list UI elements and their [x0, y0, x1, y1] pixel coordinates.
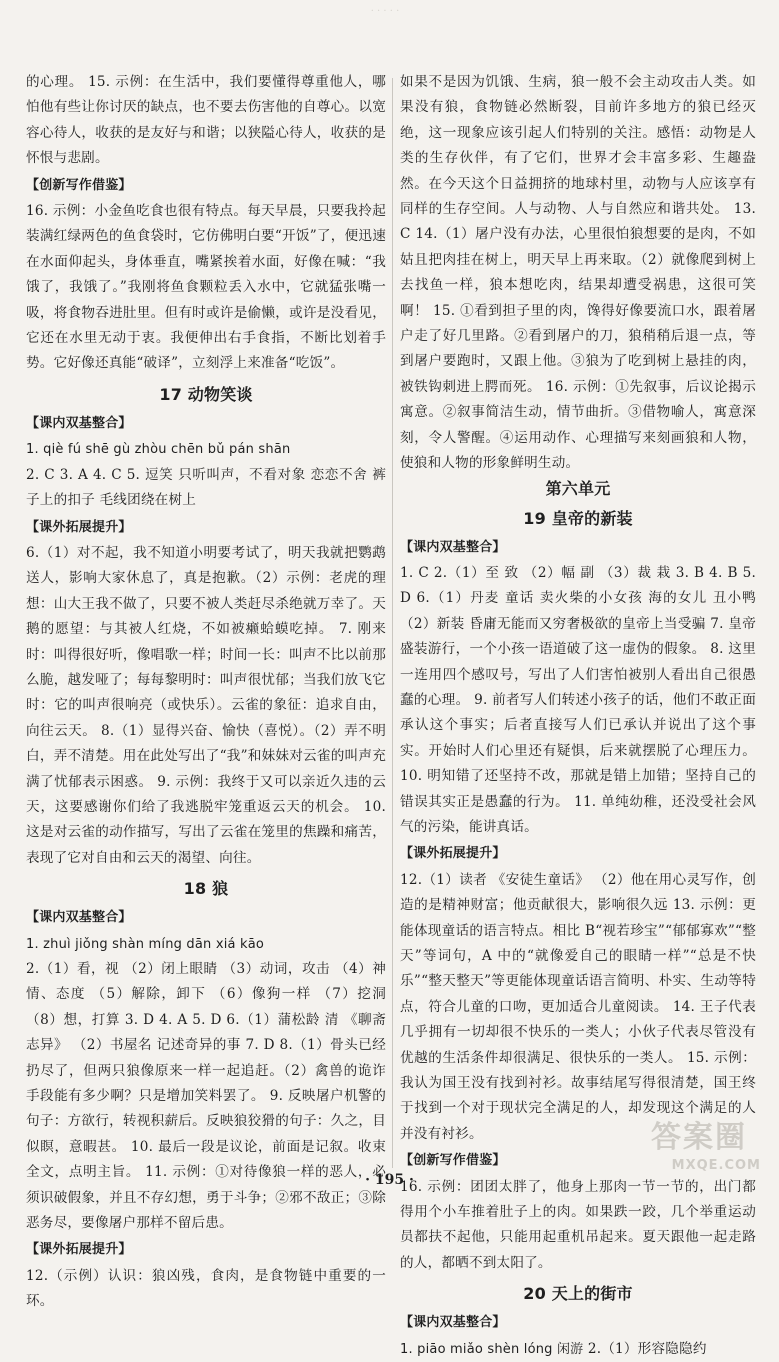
left-column: [26, 70, 386, 1315]
pinyin-answers: 1. piāo miǎo shèn lóng 闲游: [400, 1341, 584, 1357]
pinyin-answers: 1. zhuì jiǒng shàn míng dān xiá kāo: [26, 936, 265, 952]
answer-paragraph: 12.（示例）认识：狼凶残，食肉，是食物链中重要的一环。: [26, 1267, 386, 1310]
answer-paragraph: [400, 1337, 756, 1362]
answer-paragraph: 如果不是因为饥饿、生病，狼一般不会主动攻击人类。如果没有狼，食物链必然断裂，目前许多地方的狼已经灭绝，这一现象应该引起人们特别的关注。感悟：动物是人类的生存伙伴，有了它们，世界才会丰富多彩、生趣盎然。在今天这个日益拥挤的地球村里，动物与人应该享有同样的生存空间。人与动物、人与自然应和谐共处。 13. C 14.（1）屠户没有办法，心里很怕狼想要的是肉，不如姑且把肉挂在树上，明天早上再来取。（2）就像爬到树上去找鱼一样，狼本想吃肉，结果却遭受祸患，这很可笑啊！ 15. ①看到担子里的肉，馋得好像要流口水，跟着屠户走了好几里路。②看到屠户的刀，狼稍稍后退一点，等到屠户要跑时，又跟上他。③狼为了吃到树上悬挂的肉，被铁钩刺进上腭而死。 16. 示例：①先叙事，后议论揭示寓意。②叙事简洁生动，情节曲折。③借物喻人，寓意深刻，令人警醒。④运用动作、心理描写来刻画狼和人物，使狼和人物的形象鲜明生动。: [400, 74, 756, 472]
answer-paragraph: 16. 示例：团团太胖了，他身上那肉一节一节的，出门都得用个小车推着肚子上的肉。如果跌一跤，几个举重运动员都扶不起他，只能用起重机吊起来。夏天跟他一起走路的人，都晒不到太阳了。: [400, 1178, 756, 1271]
section-heading: 【课外拓展提升】: [26, 519, 132, 535]
pinyin-answers: 1. qiè fú shē gù zhòu chēn bǔ pán shān: [26, 442, 291, 458]
lesson-title: 19 皇帝的新装: [523, 508, 633, 528]
page-number: · 195 ·: [365, 1172, 414, 1188]
answer-paragraph: 2. C 3. A 4. C 5. 逗笑 只听叫声，不看对象 恋恋不舍 裤子上的扣子 毛线团绕在树上: [26, 466, 386, 509]
section-heading: 【课内双基整合】: [26, 415, 132, 431]
answer-paragraph: 12.（1）读者 《安徒生童话》 （2）他在用心灵写作，创造的是精神财富；他贡献很大，影响很久远 13. 示例：更能体现童话的语言特点。相比 B“视若珍宝”“郁郁寡欢”“整天”等词句，A 中的“就像爱自己的眼睛一样”“总是不快乐”“整天整天”等更能体现童话语言简明、朴实、生动等特点，符合儿童的口吻，更加适合儿童阅读。 14. 王子代表几乎拥有一切却很不快乐的一类人；小伙子代表尽管没有优越的生活条件却很满足、很快乐的一类人。 15. 示例：我认为国王没有找到衬衫。故事结尾写得很清楚，国王终于找到一个对于现状完全满足的人，却发现这个满足的人并没有衬衫。: [400, 871, 756, 1142]
watermark-text: 答案圈: [651, 1120, 747, 1155]
lesson-title: 20 天上的街市: [523, 1284, 633, 1304]
watermark-logo: [651, 1118, 761, 1188]
header-mark: · · · · ·: [370, 6, 400, 17]
answer-paragraph: 的心理。 15. 示例：在生活中，我们要懂得尊重他人，哪怕他有些让你讨厌的缺点，也不要去伤害他的自尊心。以宽容心待人，收获的是友好与和谐；以狭隘心待人，收获的是怀恨与悲剧。: [26, 74, 386, 167]
section-heading: 【创新写作借鉴】: [400, 1153, 506, 1169]
section-heading: 【课内双基整合】: [400, 1315, 506, 1331]
lesson-title: 18 狼: [183, 879, 229, 899]
answer-paragraph: 1. C 2.（1）至 致 （2）幅 副 （3）裁 栽 3. B 4. B 5. D 6.（1）丹麦 童话 卖火柴的小女孩 海的女儿 丑小鸭 （2）新装 昏庸无能而又穷奢极欲的皇帝上当受骗 7. 皇帝盛装游行，一个小孩一语道破了这一虚伪的假象。 8. 这里一连用四个感叹号，写出了人们害怕被别人看出自己很愚蠢的心理。 9. 前者写人们转述小孩子的话，他们不敢正面承认这个事实；后者直接写人们已承认并说出了这个事实。开始时人们心里还有疑惧，后来就摆脱了心理压力。 10. 明知错了还坚持不改，那就是错上加错；坚持自己的错误其实正是愚蠢的行为。 11. 单纯幼稚，还没受社会风气的污染，能讲真话。: [400, 564, 756, 835]
section-heading: 【课内双基整合】: [26, 910, 132, 926]
watermark-url: MXQE.COM: [671, 1158, 761, 1173]
answer-paragraph: 16. 示例：小金鱼吃食也很有特点。每天早晨，只要我拎起装满红绿两色的鱼食袋时，它仿佛明白要“开饭”了，便迅速在水面仰起头，身体垂直，嘴紧挨着水面，好像在喊：“我饿了，我饿了。”我刚将鱼食颗粒丢入水中，它就猛张嘴一吸，将食物吞进肚里。但有时或许是偷懒，或许是没看见，它还在水里无动于衷。我便伸出右手食指，不断比划着手势。它好像还真能“破译”，立刻浮上来准备“吃饭”。: [26, 203, 386, 372]
section-heading: 【课外拓展提升】: [26, 1242, 132, 1258]
unit-heading: 第六单元: [545, 478, 611, 498]
answer-paragraph: 6.（1）对不起，我不知道小明要考试了，明天我就把鹦鹉送人，影响大家休息了，真是抱歉。（2）示例：老虎的理想：山大王我不做了，只要不被人类赶尽杀绝就万幸了。天鹅的愿望：与其被人红烧，不如被癞蛤蟆吃掉。 7. 刚来时：叫得很好听，像唱歌一样；时间一长：叫声不比以前那么脆，越发哑了；每每黎明时：叫声很忧郁；当我们放飞它时：它的叫声很响亮（或快乐）。云雀的象征：追求自由，向往云天。 8.（1）显得兴奋、愉快（喜悦）。（2）弄不明白，弄不清楚。用在此处写出了“我”和妹妹对云雀的叫声充满了忧郁表示困惑。 9. 示例：我终于又可以亲近久违的云天，这要感谢你们给了我逃脱牢笼重返云天的机会。 10. 这是对云雀的动作描写，写出了云雀在笼里的焦躁和痛苦，表现了它对自由和云天的渴望、向往。: [26, 544, 386, 866]
section-heading: 【课外拓展提升】: [400, 846, 506, 862]
answer-text: 2.（1）形容隐隐约: [583, 1340, 707, 1357]
answer-paragraph: 2.（1）看，视 （2）闭上眼睛 （3）动词，攻击 （4）神情、态度 （5）解除，卸下 （6）像狗一样 （7）挖洞 （8）想，打算 3. D 4. A 5. D 6.（1）蒲松龄 清 《聊斋志异》 （2）书屋名 记述奇异的事 7. D 8.（1）骨头已经扔尽了，但两只狼像原来一样一起追赶。（2）禽兽的诡诈手段能有多少啊？只是增加笑料罢了。 9. 反映屠户机警的句子：方欲行，转视积薪后。反映狼狡猾的句子：久之，目似瞑，意暇甚。 10. 最后一段是议论，前面是记叙。收束全文，点明主旨。 11. 示例：①对待像狼一样的恶人，必须识破假象，并且不存幻想，勇于斗争；②邪不敌正；③除恶务尽，要像屠户那样不留后患。: [26, 961, 386, 1232]
lesson-title: 17 动物笑谈: [159, 384, 253, 404]
section-heading: 【创新写作借鉴】: [26, 177, 132, 193]
column-divider: [392, 78, 393, 1168]
section-heading: 【课内双基整合】: [400, 539, 506, 555]
